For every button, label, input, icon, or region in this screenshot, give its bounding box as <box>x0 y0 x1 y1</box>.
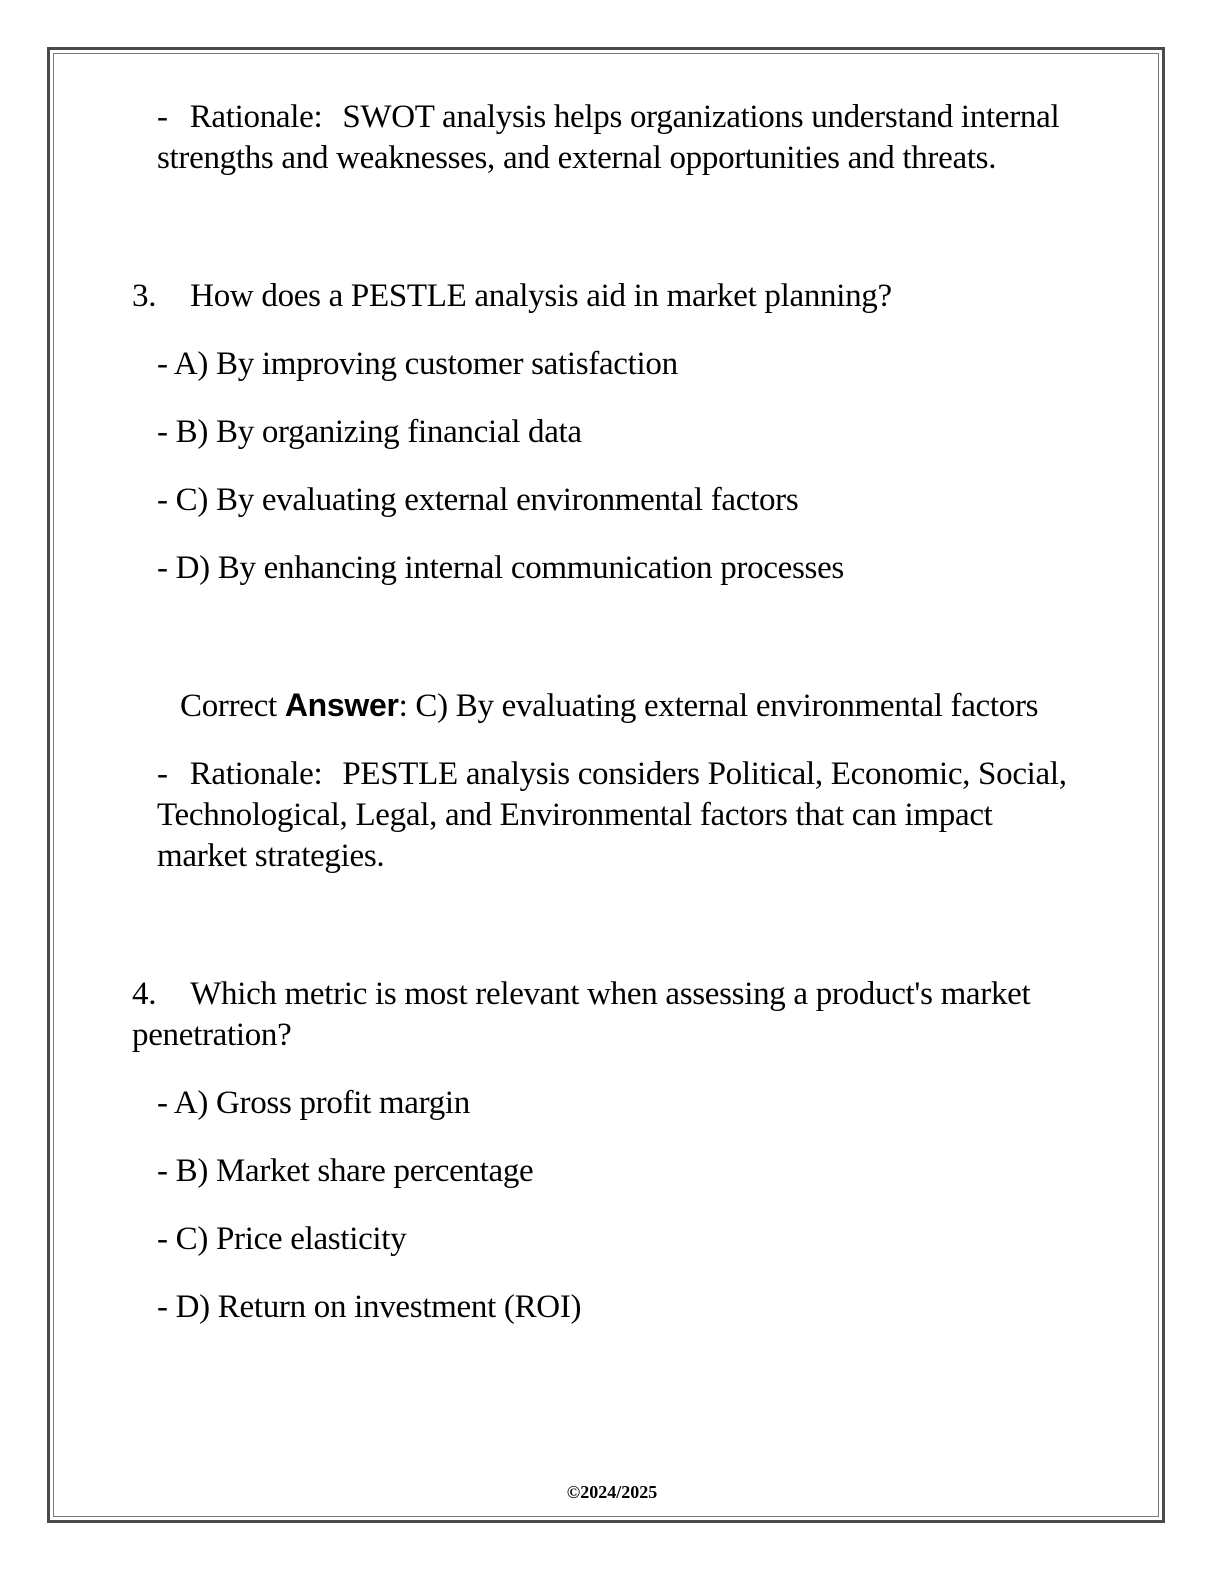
rationale-3 <box>132 754 1072 877</box>
document-body <box>132 97 1072 1328</box>
question-3-option-a: - A) By improving customer satisfaction <box>157 346 678 382</box>
question-4-option-d: - D) Return on investment (ROI) <box>157 1289 582 1325</box>
question-3-option-b: - B) By organizing financial data <box>157 414 582 450</box>
question-4-option-c: - C) Price elasticity <box>157 1221 407 1257</box>
answer-prefix: Correct <box>180 688 277 724</box>
answer-word: Answer <box>284 687 399 723</box>
answer-text: : C) By evaluating external environmental factors <box>398 688 1039 724</box>
rationale-1-text: SWOT analysis helps organizations understand internal strengths and weaknesses, and external opportunities and threats. <box>157 99 1060 176</box>
question-4 <box>132 974 1072 1056</box>
rationale-3-text: PESTLE analysis considers Political, Economic, Social, Technological, Legal, and Environmental factors that can impact market strategies. <box>157 756 1067 874</box>
question-3 <box>132 276 1072 317</box>
question-3-number: 3. <box>132 278 157 314</box>
question-3-correct-answer <box>132 685 1072 727</box>
rationale-3-label: Rationale: <box>189 756 323 792</box>
question-4-option-b: - B) Market share percentage <box>157 1153 534 1189</box>
question-3-text: How does a PESTLE analysis aid in market planning? <box>190 278 892 314</box>
rationale-1 <box>132 97 1072 179</box>
question-3-option-c: - C) By evaluating external environmental factors <box>157 482 799 518</box>
rationale-1-dash: - <box>157 99 168 135</box>
question-4-text: Which metric is most relevant when assessing a product's market penetration? <box>132 976 1031 1053</box>
question-4-number: 4. <box>132 976 157 1012</box>
question-4-option-a: - A) Gross profit margin <box>157 1085 470 1121</box>
footer-copyright: ©2024/2025 <box>566 1482 658 1502</box>
rationale-3-dash: - <box>157 756 168 792</box>
rationale-1-label: Rationale: <box>189 99 323 135</box>
question-3-option-d: - D) By enhancing internal communication processes <box>157 550 844 586</box>
